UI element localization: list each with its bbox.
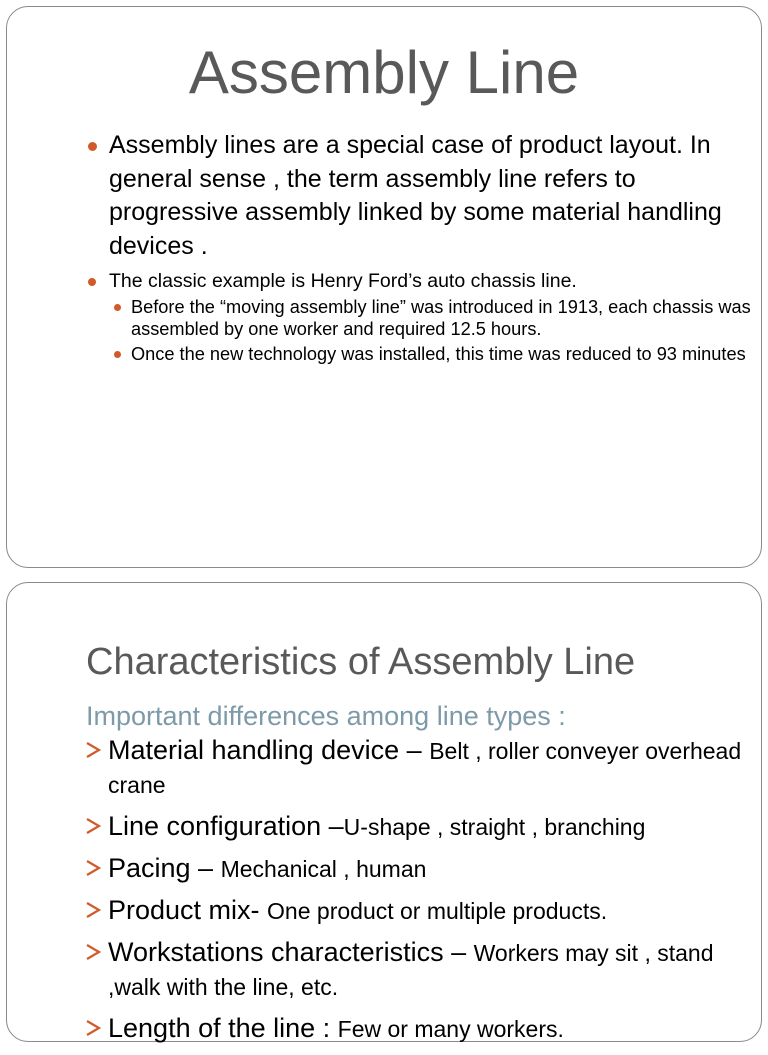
bullet-text: Assembly lines are a special case of product layout. In general sense , the term assembly line refers to progressive assembly linked by some material handling devices . <box>109 131 722 260</box>
item-description: Mechanical , human <box>220 856 427 882</box>
bullet-dot-icon <box>114 304 121 311</box>
slide-title: Assembly Line <box>188 39 580 106</box>
sub-bullet-text: Once the new technology was installed, this time was reduced to 93 minutes <box>131 344 746 364</box>
arrow-bullet-icon <box>84 943 102 961</box>
list-item <box>108 811 748 846</box>
item-label: Length of the line : <box>108 1013 338 1043</box>
bullet-item-main <box>109 129 739 263</box>
slide-characteristics <box>6 582 762 1042</box>
slide-title: Characteristics of Assembly Line <box>86 641 636 683</box>
item-label: Product mix- <box>108 895 268 925</box>
bullet-item-example <box>109 269 739 293</box>
item-description: U-shape , straight , branching <box>343 814 646 840</box>
arrow-bullet-icon <box>84 859 102 877</box>
list-item <box>108 735 748 804</box>
item-description: Belt , roller conveyer overhead crane <box>108 738 742 798</box>
list-item <box>108 1013 748 1048</box>
item-description: One product or multiple products. <box>267 898 608 924</box>
sub-bullet-text: Before the “moving assembly line” was introduced in 1913, each chassis was assembled by one worker and required 12.5 hours. <box>131 297 751 339</box>
item-label: Workstations characteristics – <box>108 937 474 967</box>
bullet-text: The classic example is Henry Ford’s auto chassis line. <box>109 270 577 292</box>
list-item <box>108 895 748 930</box>
arrow-bullet-icon <box>84 1019 102 1037</box>
bullet-dot-icon <box>88 278 96 286</box>
list-item <box>108 853 748 888</box>
sub-bullet-item <box>131 296 751 340</box>
item-label: Material handling device – <box>108 735 430 765</box>
arrow-bullet-icon <box>84 741 102 759</box>
item-description: Workers may sit , stand ,walk with the line, etc. <box>108 940 714 1000</box>
sub-bullet-item <box>131 343 751 365</box>
arrow-bullet-icon <box>84 901 102 919</box>
arrow-bullet-icon <box>84 817 102 835</box>
item-label: Pacing – <box>108 853 221 883</box>
bullet-dot-icon <box>88 142 97 151</box>
arrow-bullet-list <box>7 735 761 1055</box>
item-description: Few or many workers. <box>337 1016 564 1042</box>
bullet-list <box>7 129 761 365</box>
item-label: Line configuration – <box>108 811 344 841</box>
list-item <box>108 937 748 1006</box>
slide-subtitle: Important differences among line types : <box>86 701 566 731</box>
bullet-dot-icon <box>114 351 121 358</box>
slide-assembly-line <box>6 6 762 568</box>
